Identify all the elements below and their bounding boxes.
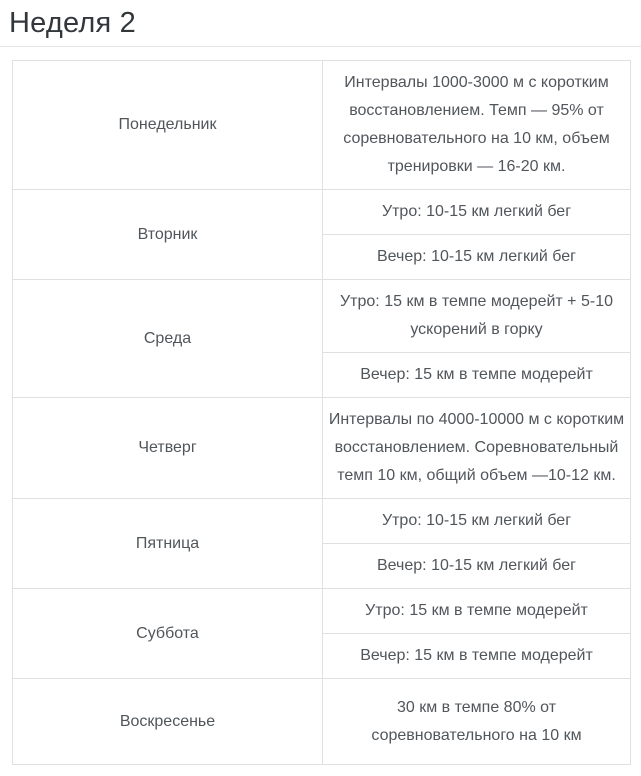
table-row xyxy=(13,280,631,353)
session-cell: Вечер: 15 км в темпе модерейт xyxy=(323,634,631,679)
session-cell: Утро: 10-15 км легкий бег xyxy=(323,190,631,235)
session-cell: Утро: 10-15 км легкий бег xyxy=(323,499,631,544)
table-row xyxy=(13,398,631,499)
day-cell: Четверг xyxy=(13,398,323,499)
page-title: Неделя 2 xyxy=(9,7,136,39)
day-cell: Суббота xyxy=(13,589,323,679)
training-week-table xyxy=(12,60,631,765)
session-cell: Вечер: 10-15 км легкий бег xyxy=(323,235,631,280)
day-cell: Пятница xyxy=(13,499,323,589)
day-cell: Воскресенье xyxy=(13,679,323,765)
table-row xyxy=(13,589,631,634)
session-cell: Утро: 15 км в темпе модерейт xyxy=(323,589,631,634)
day-cell: Понедельник xyxy=(13,61,323,190)
table-row xyxy=(13,190,631,235)
table-row xyxy=(13,499,631,544)
training-table-body xyxy=(13,61,631,765)
day-cell: Среда xyxy=(13,280,323,398)
session-cell: Утро: 15 км в темпе модерейт + 5-10 ускорений в горку xyxy=(323,280,631,353)
day-cell: Вторник xyxy=(13,190,323,280)
session-cell: Интервалы по 4000-10000 м с коротким восстановлением. Соревновательный темп 10 км, общий объем —10-12 км. xyxy=(323,398,631,499)
session-cell: Вечер: 10-15 км легкий бег xyxy=(323,544,631,589)
session-cell: Интервалы 1000-3000 м с коротким восстановлением. Темп — 95% от соревновательного на 10 км, объем тренировки — 16-20 км. xyxy=(323,61,631,190)
session-cell: 30 км в темпе 80% от соревновательного на 10 км xyxy=(323,679,631,765)
table-row xyxy=(13,61,631,190)
session-cell: Вечер: 15 км в темпе модерейт xyxy=(323,353,631,398)
title-divider xyxy=(0,46,641,47)
table-row xyxy=(13,679,631,765)
